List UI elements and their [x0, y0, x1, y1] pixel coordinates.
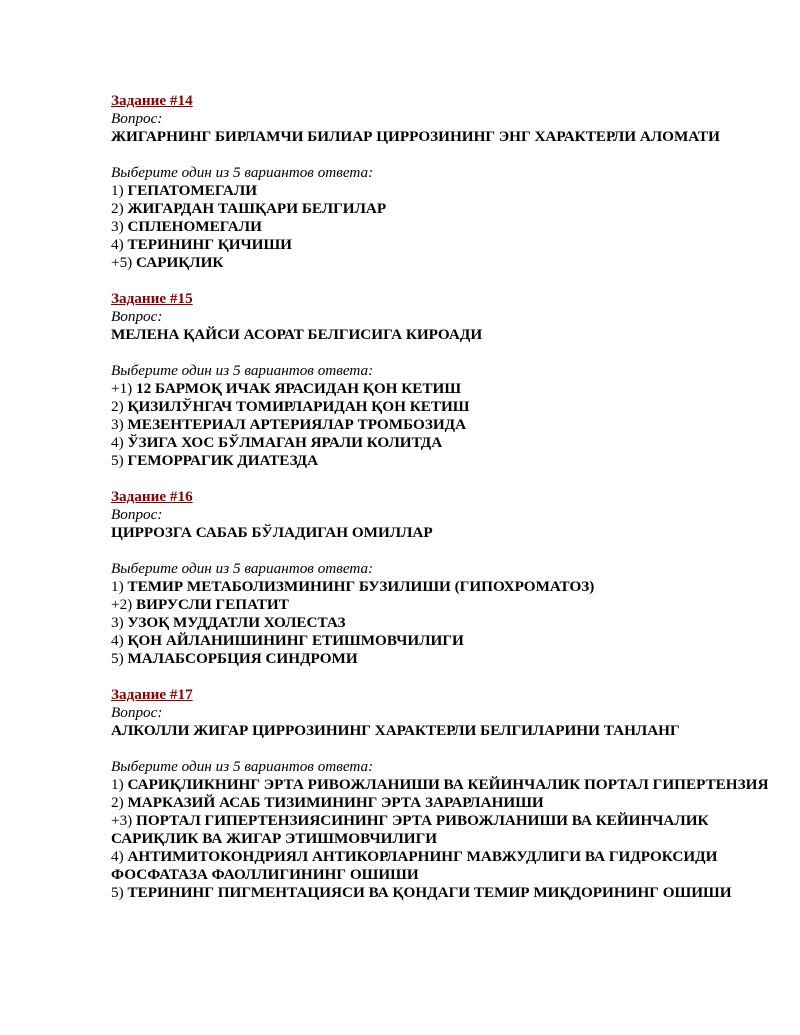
- option-text: МАЛАБСОРБЦИЯ СИНДРОМИ: [127, 650, 358, 667]
- option-number: 1): [111, 182, 124, 199]
- option-number: 4): [111, 848, 124, 865]
- answer-option: [111, 416, 771, 434]
- option-number: 2): [111, 200, 124, 217]
- answer-option: [111, 794, 771, 812]
- question-label: Вопрос:: [111, 506, 163, 523]
- answer-option: [111, 434, 771, 452]
- option-number: 3): [111, 218, 124, 235]
- option-number: 2): [111, 398, 124, 415]
- answer-option: [111, 848, 771, 884]
- task-14: [111, 92, 771, 272]
- question-label: Вопрос:: [111, 704, 163, 721]
- answer-option: [111, 812, 771, 848]
- option-number: +1): [111, 380, 133, 397]
- option-text: САРИҚЛИК: [136, 254, 224, 271]
- task-16: [111, 488, 771, 668]
- question-text: ЖИГАРНИНГ БИРЛАМЧИ БИЛИАР ЦИРРОЗИНИНГ ЭНГ ХАРАКТЕРЛИ АЛОМАТИ: [111, 128, 720, 145]
- spacer: [111, 542, 771, 560]
- answer-option: [111, 632, 771, 650]
- option-number: 3): [111, 614, 124, 631]
- option-number: 3): [111, 416, 124, 433]
- option-text: СПЛЕНОМЕГАЛИ: [127, 218, 262, 235]
- option-text: ТЕРИНИНГ ҚИЧИШИ: [127, 236, 292, 253]
- spacer: [111, 740, 771, 758]
- option-number: 5): [111, 452, 124, 469]
- answer-option: [111, 236, 771, 254]
- answer-prompt: Выберите один из 5 вариантов ответа:: [111, 560, 374, 577]
- option-number: +3): [111, 812, 133, 829]
- option-text: ТЕМИР МЕТАБОЛИЗМИНИНГ БУЗИЛИШИ (ГИПОХРОМАТОЗ): [127, 578, 595, 595]
- question-label: Вопрос:: [111, 110, 163, 127]
- answer-option: [111, 650, 771, 668]
- question-text: АЛКОЛЛИ ЖИГАР ЦИРРОЗИНИНГ ХАРАКТЕРЛИ БЕЛГИЛАРИНИ ТАНЛАНГ: [111, 722, 680, 739]
- option-number: 1): [111, 776, 124, 793]
- answer-option: [111, 614, 771, 632]
- document-page: [111, 92, 771, 920]
- option-text: ГЕПАТОМЕГАЛИ: [127, 182, 258, 199]
- option-number: 2): [111, 794, 124, 811]
- answer-prompt: Выберите один из 5 вариантов ответа:: [111, 362, 374, 379]
- option-text: САРИҚЛИКНИНГ ЭРТА РИВОЖЛАНИШИ ВА КЕЙИНЧАЛИК ПОРТАЛ ГИПЕРТЕНЗИЯ: [127, 776, 769, 793]
- answer-prompt: Выберите один из 5 вариантов ответа:: [111, 164, 374, 181]
- option-text: ҚИЗИЛЎНГАЧ ТОМИРЛАРИДАН ҚОН КЕТИШ: [127, 398, 470, 415]
- spacer: [111, 344, 771, 362]
- task-17: [111, 686, 771, 902]
- answer-option: [111, 452, 771, 470]
- option-text: ҚОН АЙЛАНИШИНИНГ ЕТИШМОВЧИЛИГИ: [127, 632, 464, 649]
- option-number: 5): [111, 650, 124, 667]
- answer-option: [111, 380, 771, 398]
- task-title[interactable]: Задание #17: [111, 686, 193, 703]
- option-text: ЖИГАРДАН ТАШҚАРИ БЕЛГИЛАР: [127, 200, 387, 217]
- option-text: МАРКАЗИЙ АСАБ ТИЗИМИНИНГ ЭРТА ЗАРАРЛАНИШИ: [127, 794, 544, 811]
- answer-option: [111, 200, 771, 218]
- option-text: УЗОҚ МУДДАТЛИ ХОЛЕСТАЗ: [127, 614, 346, 631]
- option-text: ГЕМОРРАГИК ДИАТЕЗДА: [127, 452, 319, 469]
- answer-option: [111, 884, 771, 902]
- question-text: ЦИРРОЗГА САБАБ БЎЛАДИГАН ОМИЛЛАР: [111, 524, 433, 541]
- answer-option: [111, 182, 771, 200]
- answer-option: [111, 254, 771, 272]
- option-text: АНТИМИТОКОНДРИЯЛ АНТИКОРЛАРНИНГ МАВЖУДЛИГИ ВА ГИДРОКСИДИ ФОСФАТАЗА ФАОЛЛИГИНИНГ ОШИШИ: [111, 848, 718, 883]
- answer-prompt: Выберите один из 5 вариантов ответа:: [111, 758, 374, 775]
- option-text: ТЕРИНИНГ ПИГМЕНТАЦИЯСИ ВА ҚОНДАГИ ТЕМИР МИҚДОРИНИНГ ОШИШИ: [127, 884, 732, 901]
- option-text: ПОРТАЛ ГИПЕРТЕНЗИЯСИНИНГ ЭРТА РИВОЖЛАНИШИ ВА КЕЙИНЧАЛИК САРИҚЛИК ВА ЖИГАР ЭТИШМОВЧИЛИГИ: [111, 812, 709, 847]
- task-title[interactable]: Задание #15: [111, 290, 193, 307]
- task-title[interactable]: Задание #16: [111, 488, 193, 505]
- option-text: МЕЗЕНТЕРИАЛ АРТЕРИЯЛАР ТРОМБОЗИДА: [127, 416, 467, 433]
- option-text: ЎЗИГА ХОС БЎЛМАГАН ЯРАЛИ КОЛИТДА: [127, 434, 443, 451]
- task-title[interactable]: Задание #14: [111, 92, 193, 109]
- option-number: +5): [111, 254, 133, 271]
- option-text: ВИРУСЛИ ГЕПАТИТ: [136, 596, 289, 613]
- option-number: 5): [111, 884, 124, 901]
- spacer: [111, 146, 771, 164]
- option-number: +2): [111, 596, 133, 613]
- option-text: 12 БАРМОҚ ИЧАК ЯРАСИДАН ҚОН КЕТИШ: [136, 380, 462, 397]
- answer-option: [111, 776, 771, 794]
- answer-option: [111, 596, 771, 614]
- option-number: 1): [111, 578, 124, 595]
- option-number: 4): [111, 632, 124, 649]
- question-label: Вопрос:: [111, 308, 163, 325]
- answer-option: [111, 398, 771, 416]
- task-15: [111, 290, 771, 470]
- option-number: 4): [111, 434, 124, 451]
- answer-option: [111, 218, 771, 236]
- answer-option: [111, 578, 771, 596]
- option-number: 4): [111, 236, 124, 253]
- question-text: МЕЛЕНА ҚАЙСИ АСОРАТ БЕЛГИСИГА КИРОАДИ: [111, 326, 483, 343]
